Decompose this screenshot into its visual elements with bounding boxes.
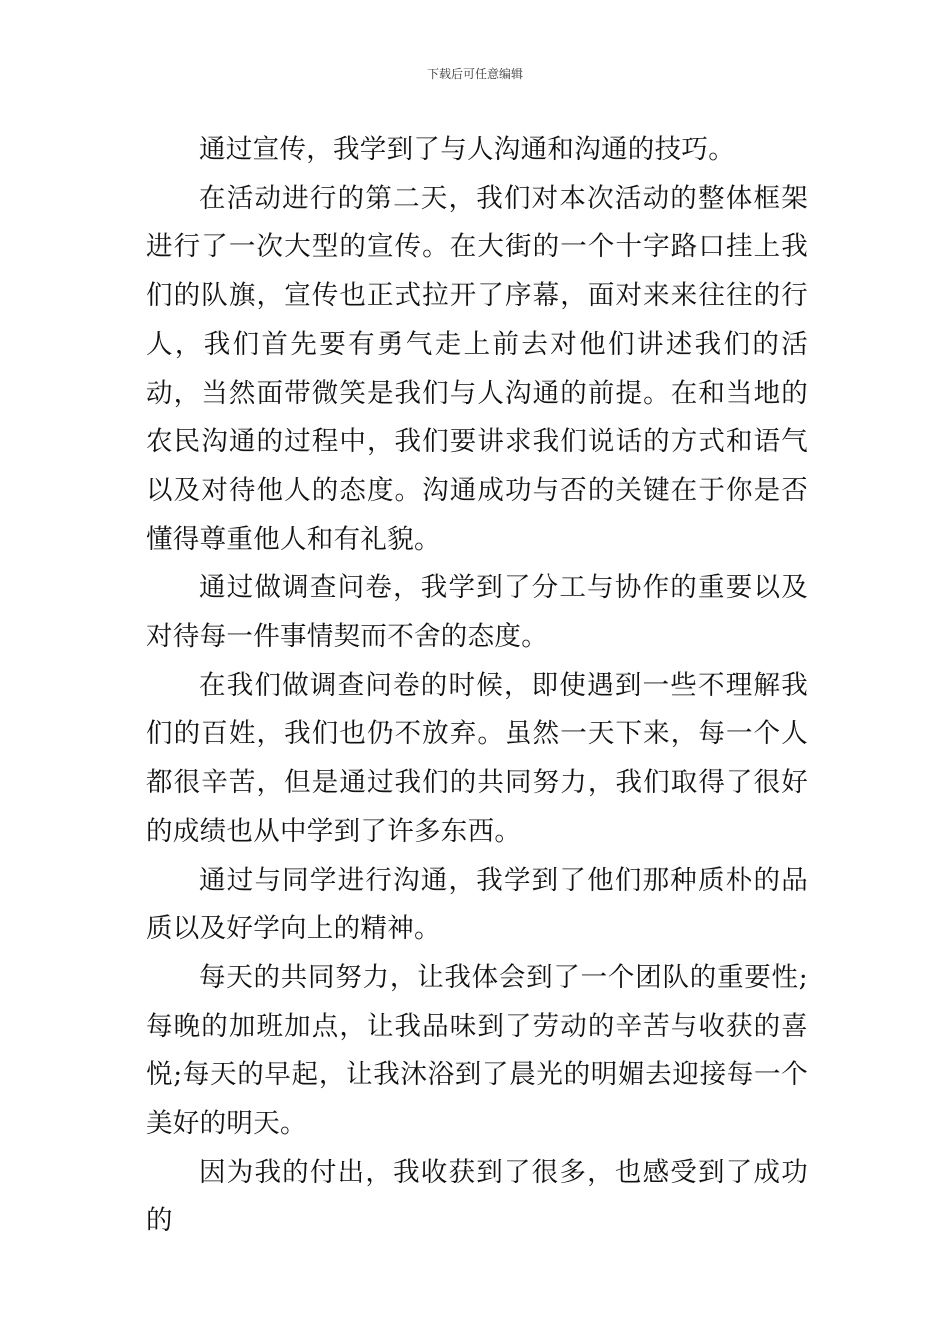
page-header: 下载后可任意编辑: [426, 67, 523, 81]
document-body: [146, 126, 808, 1246]
paragraph: 因为我的付出，我收获到了很多，也感受到了成功的: [146, 1156, 808, 1237]
paragraph: 通过与同学进行沟通，我学到了他们那种质朴的品质以及好学向上的精神。: [146, 864, 808, 945]
paragraph: 在活动进行的第二天，我们对本次活动的整体框架进行了一次大型的宣传。在大街的一个十字路口挂上我们的队旗，宣传也正式拉开了序幕，面对来来往往的行人，我们首先要有勇气走上前去对他们讲述我们的活动，当然面带微笑是我们与人沟通的前提。在和当地的农民沟通的过程中，我们要讲求我们说话的方式和语气以及对待他人的态度。沟通成功与否的关键在于你是否懂得尊重他人和有礼貌。: [146, 182, 808, 555]
paragraph: 通过做调查问卷，我学到了分工与协作的重要以及对待每一件事情契而不舍的态度。: [146, 572, 808, 653]
paragraph: 每天的共同努力，让我体会到了一个团队的重要性;每晚的加班加点，让我品味到了劳动的辛苦与收获的喜悦;每天的早起，让我沐浴到了晨光的明媚去迎接每一个美好的明天。: [146, 961, 808, 1140]
paragraph: 在我们做调查问卷的时候，即使遇到一些不理解我们的百姓，我们也仍不放弃。虽然一天下来，每一个人都很辛苦，但是通过我们的共同努力，我们取得了很好的成绩也从中学到了许多东西。: [146, 669, 808, 847]
paragraph: 通过宣传，我学到了与人沟通和沟通的技巧。: [199, 134, 735, 165]
